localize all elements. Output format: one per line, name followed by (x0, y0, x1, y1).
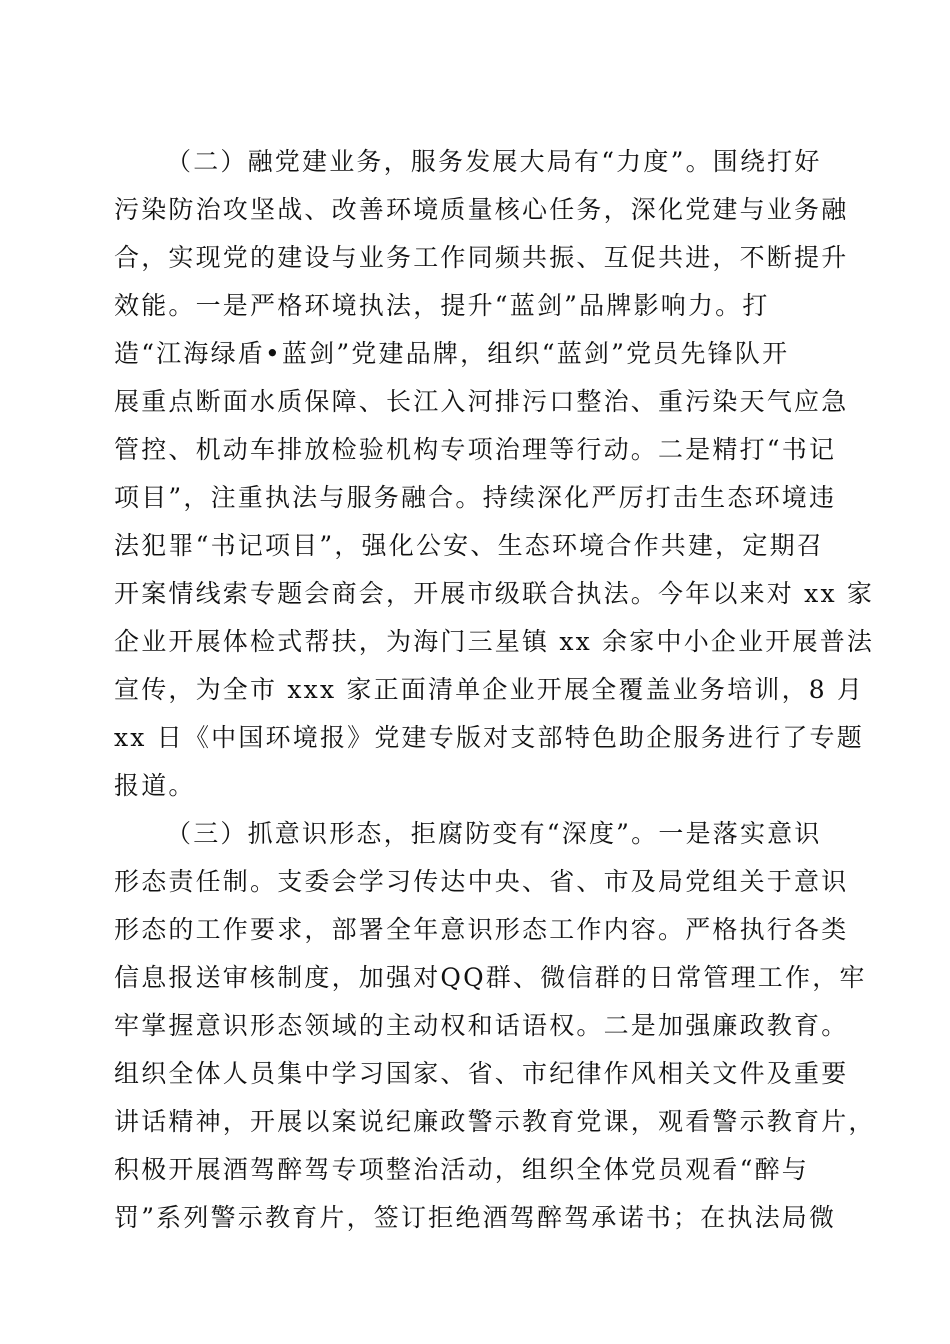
text-line: 组织全体人员集中学习国家、省、市纪律作风相关文件及重要 (114, 1059, 849, 1088)
text-line: 企业开展体检式帮扶，为海门三星镇 xx 余家中小企业开展普法 (114, 627, 875, 656)
text-line: 形态责任制。支委会学习传达中央、省、市及局党组关于意识 (114, 867, 849, 896)
text-line: 形态的工作要求，部署全年意识形态工作内容。严格执行各类 (114, 915, 849, 944)
text-line: 罚”系列警示教育片，签订拒绝酒驾醉驾承诺书；在执法局微 (114, 1203, 837, 1232)
text-line: 管控、机动车排放检验机构专项治理等行动。二是精打“书记 (114, 435, 837, 464)
text-line: xx 日《中国环境报》党建专版对支部特色助企服务进行了专题 (114, 723, 864, 752)
document-body (114, 138, 876, 1242)
text-line: 效能。一是严格环境执法，提升“蓝剑”品牌影响力。打 (114, 291, 770, 320)
text-line: 合，实现党的建设与业务工作同频共振、互促共进，不断提升 (114, 243, 849, 272)
text-line: 宣传，为全市 xxx 家正面清单企业开展全覆盖业务培训，8 月 (114, 675, 865, 704)
text-line: 法犯罪“书记项目”，强化公安、生态环境合作共建，定期召 (114, 531, 824, 560)
text-line: 污染防治攻坚战、改善环境质量核心任务，深化党建与业务融 (114, 195, 849, 224)
text-line: 积极开展酒驾醉驾专项整治活动，组织全体党员观看“醉与 (114, 1155, 809, 1184)
text-line: 牢掌握意识形态领域的主动权和话语权。二是加强廉政教育。 (114, 1011, 849, 1040)
text-line: （三）抓意识形态，拒腐防变有“深度”。一是落实意识 (166, 819, 822, 848)
paragraph-section-2 (114, 138, 875, 810)
text-line: 项目”，注重执法与服务融合。持续深化严厉打击生态环境违 (114, 483, 837, 512)
text-line: 展重点断面水质保障、长江入河排污口整治、重污染天气应急 (114, 387, 849, 416)
text-line: 讲话精神，开展以案说纪廉政警示教育党课，观看警示教育片， (114, 1107, 876, 1136)
text-line: 造“江海绿盾•蓝剑”党建品牌，组织“蓝剑”党员先锋队开 (114, 339, 790, 368)
text-line: 信息报送审核制度，加强对QQ群、微信群的日常管理工作，牢 (114, 963, 867, 992)
text-line: （二）融党建业务，服务发展大局有“力度”。围绕打好 (166, 147, 822, 176)
text-line: 报道。 (114, 771, 196, 800)
paragraph-section-3 (114, 810, 876, 1242)
text-line: 开案情线索专题会商会，开展市级联合执法。今年以来对 xx 家 (114, 579, 875, 608)
